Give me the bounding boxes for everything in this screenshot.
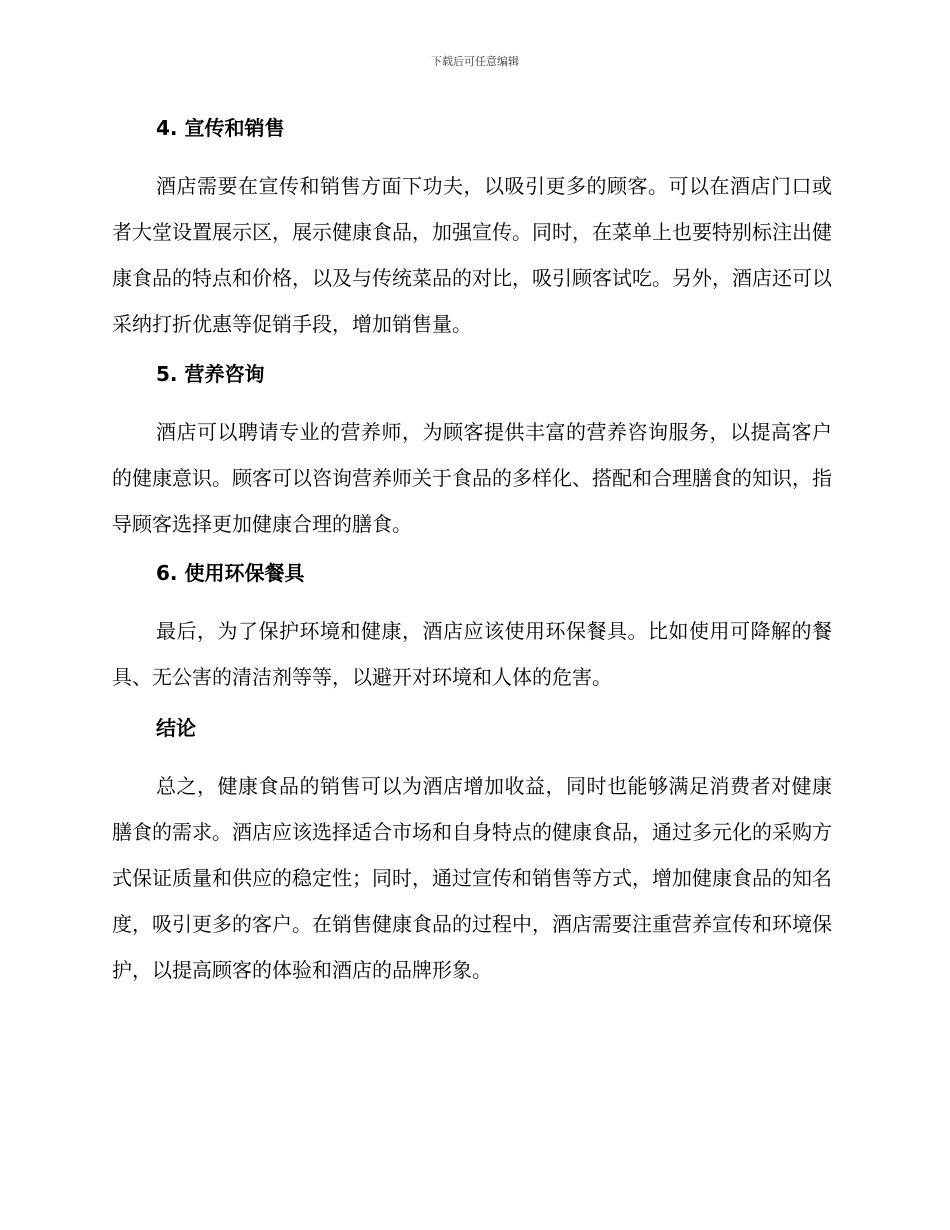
paragraph-conclusion: 总之，健康食品的销售可以为酒店增加收益，同时也能够满足消费者对健康膳食的需求。酒店应该选择适合市场和自身特点的健康食品，通过多元化的采购方式保证质量和供应的稳定性；同时，通过宣传和销售等方式，增加健康食品的知名度，吸引更多的客户。在销售健康食品的过程中，酒店需要注重营养宣传和环境保护，以提高顾客的体验和酒店的品牌形象。 — [112, 774, 832, 982]
document-body — [112, 110, 832, 993]
paragraph-promotion-sales: 酒店需要在宣传和销售方面下功夫，以吸引更多的顾客。可以在酒店门口或者大堂设置展示区，展示健康食品，加强宣传。同时，在菜单上也要特别标注出健康食品的特点和价格，以及与传统菜品的对比，吸引顾客试吃。另外，酒店还可以采纳打折优惠等促销手段，增加销售量。 — [112, 174, 832, 336]
section-heading-nutrition-consulting: 5. 营养咨询 — [156, 362, 265, 386]
paragraph-eco-tableware: 最后，为了保护环境和健康，酒店应该使用环保餐具。比如使用可降解的餐具、无公害的清洁剂等等，以避开对环境和人体的危害。 — [112, 619, 832, 689]
section-heading-promotion-sales: 4. 宣传和销售 — [156, 116, 285, 140]
section-heading-eco-tableware: 6. 使用环保餐具 — [156, 561, 305, 585]
page-header-note: 下载后可任意编辑 — [431, 55, 519, 68]
section-heading-conclusion: 结论 — [156, 716, 196, 740]
paragraph-nutrition-consulting: 酒店可以聘请专业的营养师，为顾客提供丰富的营养咨询服务，以提高客户的健康意识。顾客可以咨询营养师关于食品的多样化、搭配和合理膳食的知识，指导顾客选择更加健康合理的膳食。 — [112, 420, 832, 536]
